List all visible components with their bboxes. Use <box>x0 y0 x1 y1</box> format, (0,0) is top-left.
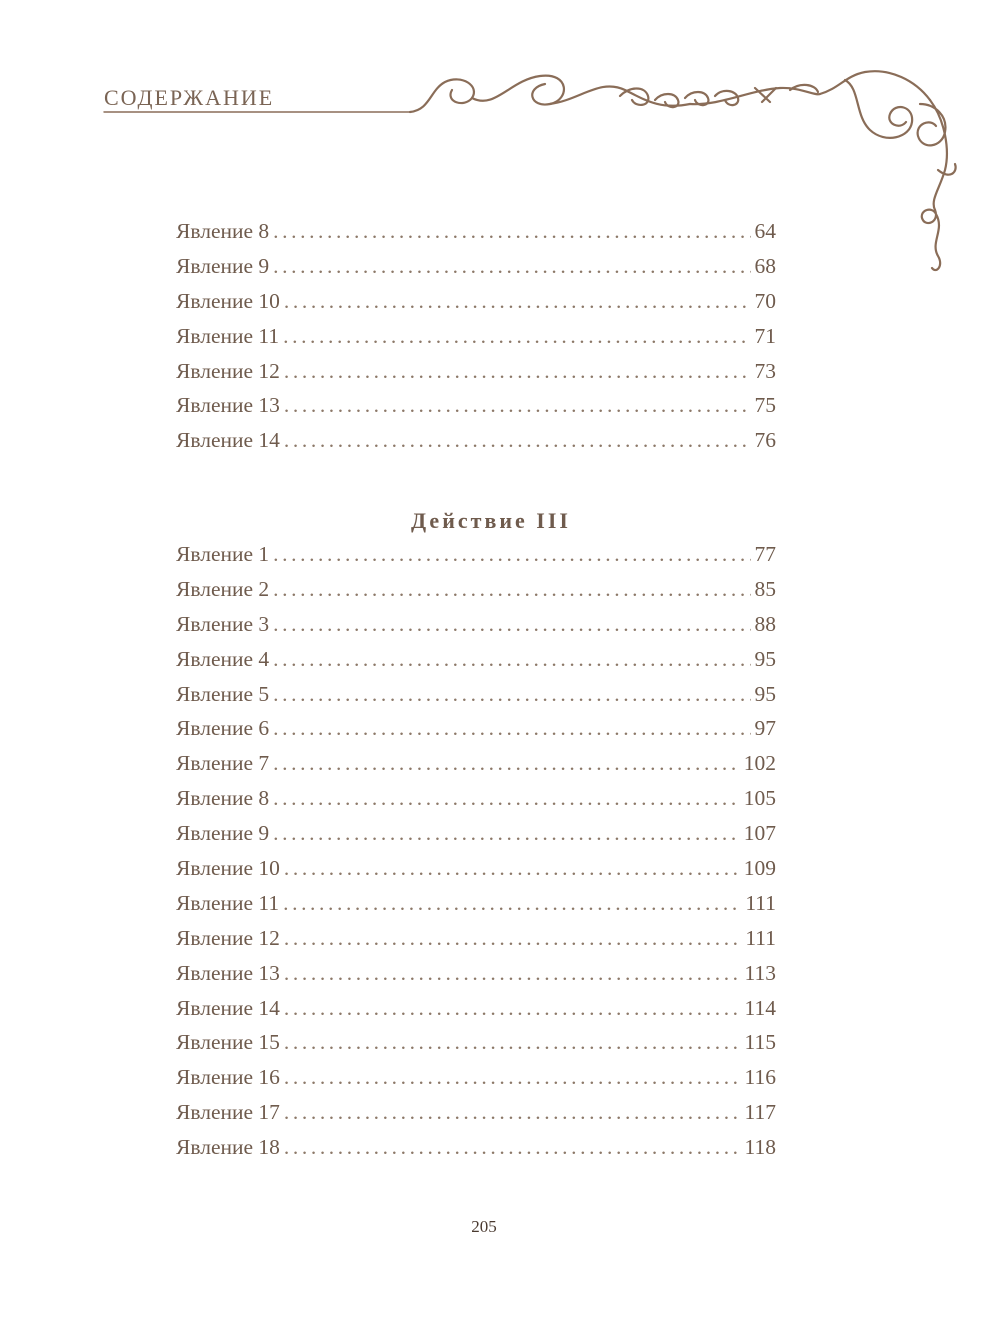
toc-entry-page: 111 <box>745 925 776 950</box>
toc-entry-page: 97 <box>754 716 776 741</box>
toc-entry[interactable] <box>176 1025 776 1060</box>
toc-entry-page: 73 <box>754 358 776 383</box>
toc-leader-dots <box>284 1060 741 1095</box>
toc-leader-dots <box>284 851 740 886</box>
toc-entry-page: 109 <box>743 856 776 881</box>
toc-entry[interactable] <box>176 388 776 423</box>
toc-entry[interactable] <box>176 354 776 389</box>
toc-entry-label: Явление 6 <box>176 716 270 741</box>
toc-entry[interactable] <box>176 851 776 886</box>
toc-leader-dots <box>273 249 750 284</box>
toc-entry-page: 77 <box>754 542 776 566</box>
toc-entry-label: Явление 5 <box>176 681 270 706</box>
toc-entry-page: 102 <box>743 751 776 776</box>
toc-entry-label: Явление 16 <box>176 1065 280 1090</box>
toc-entry[interactable] <box>176 1060 776 1095</box>
toc-entry-label: Явление 7 <box>176 751 270 776</box>
toc-entry-page: 95 <box>754 681 776 706</box>
toc-entry-page: 113 <box>744 960 776 985</box>
toc-entry-page: 105 <box>743 786 776 811</box>
toc-entry-label: Явление 8 <box>176 786 270 811</box>
toc-entry-page: 107 <box>743 821 776 846</box>
toc-entry-page: 118 <box>744 1135 776 1160</box>
toc-entry-label: Явление 12 <box>176 358 280 383</box>
toc-entry-label: Явление 11 <box>176 323 280 348</box>
toc-entry[interactable] <box>176 746 776 781</box>
toc-leader-dots <box>283 886 741 921</box>
toc-leader-dots <box>284 1095 741 1130</box>
toc-entry[interactable] <box>176 921 776 956</box>
toc-entry-label: Явление 12 <box>176 925 280 950</box>
toc-entry-page: 115 <box>744 1030 776 1055</box>
toc-leader-dots <box>273 607 750 642</box>
toc-leader-dots <box>284 956 741 991</box>
toc-leader-dots <box>284 921 741 956</box>
toc-entry[interactable] <box>176 991 776 1026</box>
toc-entry-page: 116 <box>744 1065 776 1090</box>
toc-leader-dots <box>273 214 750 249</box>
toc-entry-label: Явление 13 <box>176 960 280 985</box>
toc-entry[interactable] <box>176 607 776 642</box>
toc-entry[interactable] <box>176 1130 776 1165</box>
toc-leader-dots <box>284 1025 741 1060</box>
toc-entry[interactable] <box>176 677 776 712</box>
toc-entry[interactable] <box>176 319 776 354</box>
toc-entry-page: 70 <box>754 288 776 313</box>
page-header-title: СОДЕРЖАНИЕ <box>104 85 275 110</box>
toc-leader-dots <box>273 572 750 607</box>
toc-leader-dots <box>284 388 751 423</box>
toc-entry[interactable] <box>176 642 776 677</box>
toc-entry-label: Явление 14 <box>176 995 280 1020</box>
toc-entry[interactable] <box>176 1095 776 1130</box>
toc-entry[interactable] <box>176 423 776 458</box>
toc-entry-label: Явление 17 <box>176 1100 280 1125</box>
toc-entry[interactable] <box>176 711 776 746</box>
toc-leader-dots <box>284 354 751 389</box>
toc-leader-dots <box>284 991 741 1026</box>
section-heading: Действие III <box>411 508 571 533</box>
toc-entry[interactable] <box>176 816 776 851</box>
toc-entry[interactable] <box>176 781 776 816</box>
toc-entry-label: Явление 9 <box>176 821 270 846</box>
toc-list-act-3 <box>176 505 776 1165</box>
toc-entry-page: 68 <box>754 253 776 278</box>
toc-leader-dots <box>284 284 751 319</box>
toc-entry-label: Явление 13 <box>176 393 280 418</box>
toc-entry-label: Явление 9 <box>176 253 270 278</box>
toc-entry[interactable] <box>176 537 776 572</box>
toc-leader-dots <box>273 642 750 677</box>
toc-entry[interactable] <box>176 249 776 284</box>
toc-entry[interactable] <box>176 214 776 249</box>
toc-entry[interactable] <box>176 886 776 921</box>
toc-entry-page: 75 <box>754 393 776 418</box>
toc-entry-label: Явление 15 <box>176 1030 280 1055</box>
toc-leader-dots <box>273 816 740 851</box>
toc-entry[interactable] <box>176 572 776 607</box>
toc-entry-label: Явление 2 <box>176 576 270 601</box>
toc-leader-dots <box>273 711 750 746</box>
toc-leader-dots <box>273 746 740 781</box>
toc-entry-label: Явление 8 <box>176 219 270 243</box>
toc-entry-page: 114 <box>744 995 776 1020</box>
toc-entry-page: 71 <box>754 323 776 348</box>
toc-entry-label: Явление 3 <box>176 611 270 636</box>
toc-leader-dots <box>273 781 740 816</box>
toc-list-act-2-continued <box>176 214 776 458</box>
toc-leader-dots <box>273 537 750 572</box>
toc-entry-page: 64 <box>754 219 776 243</box>
toc-entry-label: Явление 11 <box>176 890 280 915</box>
toc-entry-page: 95 <box>754 646 776 671</box>
toc-entry-label: Явление 10 <box>176 288 280 313</box>
toc-entry-page: 111 <box>745 890 776 915</box>
page-number: 205 <box>471 1217 497 1236</box>
toc-entry-label: Явление 14 <box>176 428 280 453</box>
toc-entry-label: Явление 10 <box>176 856 280 881</box>
toc-entry-page: 85 <box>754 576 776 601</box>
toc-entry-label: Явление 4 <box>176 646 270 671</box>
toc-leader-dots <box>284 423 751 458</box>
toc-entry-page: 117 <box>744 1100 776 1125</box>
toc-entry[interactable] <box>176 956 776 991</box>
toc-entry[interactable] <box>176 284 776 319</box>
toc-leader-dots <box>283 319 750 354</box>
toc-leader-dots <box>284 1130 741 1165</box>
toc-leader-dots <box>273 677 750 712</box>
toc-entry-page: 76 <box>754 428 776 453</box>
toc-entry-label: Явление 18 <box>176 1135 280 1160</box>
toc-entry-label: Явление 1 <box>176 542 270 566</box>
toc-entry-page: 88 <box>754 611 776 636</box>
